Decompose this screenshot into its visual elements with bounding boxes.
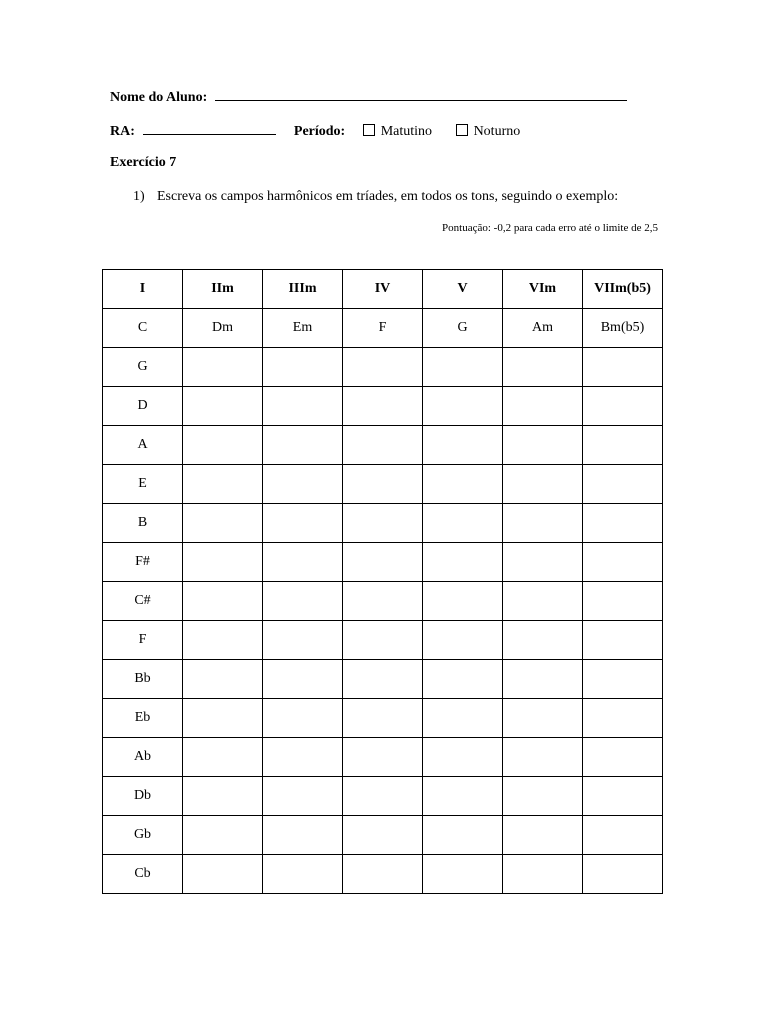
- chord-cell[interactable]: [583, 738, 663, 777]
- chord-cell[interactable]: [583, 348, 663, 387]
- chord-cell[interactable]: [263, 660, 343, 699]
- table-row: [103, 387, 663, 426]
- chord-cell[interactable]: [423, 465, 503, 504]
- chord-cell[interactable]: [183, 582, 263, 621]
- table-row: [103, 504, 663, 543]
- chord-cell[interactable]: [263, 855, 343, 894]
- key-cell: Cb: [103, 855, 183, 894]
- chord-cell[interactable]: [503, 387, 583, 426]
- chord-cell[interactable]: [183, 465, 263, 504]
- chord-cell[interactable]: [503, 855, 583, 894]
- chord-cell[interactable]: G: [423, 309, 503, 348]
- chord-cell[interactable]: [423, 777, 503, 816]
- table-row: [103, 855, 663, 894]
- period-option-matutino[interactable]: [363, 124, 436, 139]
- chord-cell[interactable]: [423, 816, 503, 855]
- header-degree-V: V: [423, 270, 503, 309]
- table-row: [103, 777, 663, 816]
- chord-cell[interactable]: [263, 426, 343, 465]
- table-row: [103, 582, 663, 621]
- key-cell: B: [103, 504, 183, 543]
- chord-cell[interactable]: [263, 387, 343, 426]
- chord-cell[interactable]: [583, 816, 663, 855]
- header-degree-IIm: IIm: [183, 270, 263, 309]
- chord-cell[interactable]: [183, 621, 263, 660]
- ra-period-row: [110, 120, 520, 140]
- chord-cell[interactable]: [263, 582, 343, 621]
- chord-cell[interactable]: [263, 738, 343, 777]
- chord-cell[interactable]: [423, 855, 503, 894]
- chord-cell[interactable]: [503, 465, 583, 504]
- table-row: [103, 543, 663, 582]
- chord-cell[interactable]: [583, 660, 663, 699]
- chord-cell[interactable]: [343, 660, 423, 699]
- table-row: [103, 660, 663, 699]
- chord-cell[interactable]: [423, 660, 503, 699]
- key-cell: Gb: [103, 816, 183, 855]
- key-cell: Db: [103, 777, 183, 816]
- exercise-title: Exercício 7: [110, 155, 177, 170]
- table-row: [103, 816, 663, 855]
- question-text: Escreva os campos harmônicos em tríades, em todos os tons, seguindo o exemplo:: [157, 189, 619, 204]
- noturno-label: Noturno: [473, 124, 521, 139]
- chord-cell[interactable]: [183, 348, 263, 387]
- chord-cell[interactable]: [583, 582, 663, 621]
- chord-cell[interactable]: [503, 621, 583, 660]
- chord-cell[interactable]: [583, 855, 663, 894]
- table-row: [103, 699, 663, 738]
- chord-cell[interactable]: [263, 621, 343, 660]
- period-option-noturno[interactable]: [456, 124, 521, 139]
- table-row: [103, 309, 663, 348]
- ra-field[interactable]: [143, 120, 276, 135]
- chord-cell[interactable]: [343, 543, 423, 582]
- table-row: [103, 426, 663, 465]
- matutino-label: Matutino: [380, 124, 433, 139]
- key-cell: E: [103, 465, 183, 504]
- chord-cell[interactable]: [263, 465, 343, 504]
- chord-cell[interactable]: [583, 777, 663, 816]
- chord-cell[interactable]: [343, 582, 423, 621]
- chord-cell[interactable]: [423, 504, 503, 543]
- chord-cell[interactable]: [343, 426, 423, 465]
- chord-cell[interactable]: [263, 777, 343, 816]
- table-row: [103, 465, 663, 504]
- chord-cell[interactable]: Bm(b5): [583, 309, 663, 348]
- chord-cell[interactable]: [423, 621, 503, 660]
- chord-cell[interactable]: [343, 348, 423, 387]
- key-cell: Bb: [103, 660, 183, 699]
- key-cell: C: [103, 309, 183, 348]
- chord-cell[interactable]: [263, 348, 343, 387]
- student-name-label: Nome do Aluno:: [110, 90, 208, 105]
- chord-cell[interactable]: [343, 816, 423, 855]
- chord-cell[interactable]: [343, 855, 423, 894]
- chord-cell[interactable]: [423, 738, 503, 777]
- header-degree-IV: IV: [343, 270, 423, 309]
- chord-cell[interactable]: [583, 426, 663, 465]
- chord-cell[interactable]: [183, 426, 263, 465]
- chord-cell[interactable]: [183, 387, 263, 426]
- header-degree-IIIm: IIIm: [263, 270, 343, 309]
- chord-cell[interactable]: [343, 465, 423, 504]
- table-row: [103, 348, 663, 387]
- key-cell: D: [103, 387, 183, 426]
- chord-cell[interactable]: [183, 660, 263, 699]
- chord-cell[interactable]: [183, 504, 263, 543]
- chord-cell[interactable]: [503, 816, 583, 855]
- chord-cell[interactable]: [183, 738, 263, 777]
- chord-cell[interactable]: [583, 699, 663, 738]
- chord-cell[interactable]: [183, 855, 263, 894]
- chord-cell[interactable]: [503, 504, 583, 543]
- chord-cell[interactable]: [343, 738, 423, 777]
- chord-cell[interactable]: Em: [263, 309, 343, 348]
- matutino-checkbox[interactable]: [363, 124, 375, 136]
- chord-cell[interactable]: [263, 543, 343, 582]
- key-cell: Ab: [103, 738, 183, 777]
- chord-cell[interactable]: [423, 387, 503, 426]
- chord-cell[interactable]: [183, 543, 263, 582]
- chord-cell[interactable]: [263, 699, 343, 738]
- period-label: Período:: [293, 124, 346, 139]
- chord-cell[interactable]: [503, 777, 583, 816]
- chord-cell[interactable]: Dm: [183, 309, 263, 348]
- chord-cell[interactable]: [343, 504, 423, 543]
- chord-cell[interactable]: [423, 582, 503, 621]
- header-degree-VIIm-b5: VIIm(b5): [583, 270, 663, 309]
- chord-cell[interactable]: [183, 777, 263, 816]
- chord-cell[interactable]: [423, 543, 503, 582]
- table-header-row: [103, 270, 663, 309]
- chord-cell[interactable]: [343, 387, 423, 426]
- key-cell: A: [103, 426, 183, 465]
- noturno-checkbox[interactable]: [456, 124, 468, 136]
- key-cell: F#: [103, 543, 183, 582]
- ra-label: RA:: [110, 124, 135, 139]
- table-row: [103, 621, 663, 660]
- student-name-row: [110, 86, 627, 106]
- student-name-field[interactable]: [215, 86, 627, 101]
- score-note: Pontuação: -0,2 para cada erro até o limite de 2,5: [442, 222, 658, 234]
- key-cell: G: [103, 348, 183, 387]
- chord-cell[interactable]: [423, 348, 503, 387]
- chord-cell[interactable]: [503, 426, 583, 465]
- chord-cell[interactable]: [423, 426, 503, 465]
- chord-cell[interactable]: [583, 387, 663, 426]
- chord-cell[interactable]: [583, 465, 663, 504]
- chord-cell[interactable]: [183, 699, 263, 738]
- chord-cell[interactable]: [503, 738, 583, 777]
- chord-cell[interactable]: [183, 816, 263, 855]
- chord-cell[interactable]: [423, 699, 503, 738]
- chord-cell[interactable]: F: [343, 309, 423, 348]
- chord-cell[interactable]: [343, 777, 423, 816]
- key-cell: F: [103, 621, 183, 660]
- chord-cell[interactable]: [503, 699, 583, 738]
- chord-cell[interactable]: [503, 660, 583, 699]
- key-cell: Eb: [103, 699, 183, 738]
- table-row: [103, 738, 663, 777]
- chord-cell[interactable]: [583, 543, 663, 582]
- chord-cell[interactable]: [343, 699, 423, 738]
- header-degree-VIm: VIm: [503, 270, 583, 309]
- chord-cell[interactable]: [583, 621, 663, 660]
- harmonic-fields-table: [102, 269, 663, 894]
- chord-cell[interactable]: [263, 504, 343, 543]
- chord-cell[interactable]: [503, 348, 583, 387]
- chord-cell[interactable]: [503, 543, 583, 582]
- question-number: 1): [133, 189, 145, 204]
- chord-cell[interactable]: [343, 621, 423, 660]
- key-cell: C#: [103, 582, 183, 621]
- chord-cell[interactable]: Am: [503, 309, 583, 348]
- header-degree-I: I: [103, 270, 183, 309]
- chord-cell[interactable]: [583, 504, 663, 543]
- chord-cell[interactable]: [263, 816, 343, 855]
- table-body: [103, 309, 663, 894]
- chord-cell[interactable]: [503, 582, 583, 621]
